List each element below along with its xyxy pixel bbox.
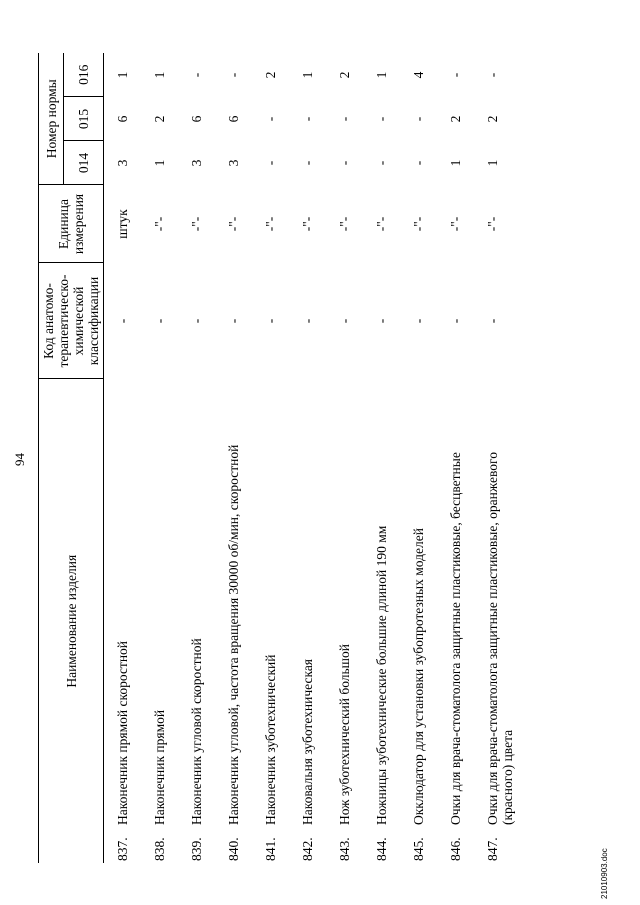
row-name-cell: 839.Наконечник угловой скоростной <box>189 638 204 861</box>
row-name-cell: 841.Наконечник зуботехнический <box>263 654 278 861</box>
row-code: - <box>448 318 463 324</box>
row-norm-014: 1 <box>152 159 167 167</box>
row-name-cell: 838.Наконечник прямой <box>152 709 167 861</box>
row-unit: -"- <box>152 216 167 232</box>
row-unit: -"- <box>263 216 278 232</box>
row-norm-015: 2 <box>448 115 463 123</box>
header-norm-number: Номер нормы <box>39 53 64 185</box>
row-code: - <box>152 318 167 324</box>
row-norm-015: - <box>374 116 389 122</box>
header-norm-014: 014 <box>64 141 104 185</box>
row-norm-016: 1 <box>300 71 315 79</box>
table-row <box>215 53 252 863</box>
row-unit: -"- <box>448 216 463 232</box>
row-norm-015: - <box>263 116 278 122</box>
row-unit: -"- <box>374 216 389 232</box>
row-name-cell: 843.Нож зуботехнический большой <box>337 643 352 861</box>
header-unit: Единица измерения <box>39 185 104 263</box>
row-norm-014: 1 <box>485 159 500 167</box>
row-name-cell: 840.Наконечник угловой, частота вращения 30000 об/мин, скоростной <box>226 444 241 861</box>
table-row <box>104 53 142 863</box>
header-norm-015: 015 <box>64 97 104 141</box>
row-code: - <box>485 318 500 324</box>
row-norm-016: 2 <box>337 71 352 79</box>
equipment-table <box>38 53 526 863</box>
row-code: - <box>189 318 204 324</box>
row-norm-015: - <box>337 116 352 122</box>
table-row <box>437 53 474 863</box>
header-item-name: Наименование изделия <box>39 379 104 863</box>
table-row <box>474 53 526 863</box>
header-norm-016: 016 <box>64 53 104 97</box>
row-norm-015: 6 <box>104 97 142 141</box>
row-norm-014: - <box>411 160 426 166</box>
row-norm-014: 3 <box>189 159 204 167</box>
table-row <box>326 53 363 863</box>
row-norm-014: - <box>300 160 315 166</box>
row-unit: -"- <box>337 216 352 232</box>
row-norm-015: - <box>300 116 315 122</box>
row-name-cell: 837.Наконечник прямой скоростной <box>104 379 142 863</box>
row-norm-015: 6 <box>226 115 241 123</box>
row-norm-014: 1 <box>448 159 463 167</box>
row-norm-016: - <box>448 72 463 78</box>
row-code: - <box>226 318 241 324</box>
row-code: - <box>411 318 426 324</box>
row-norm-016: 1 <box>152 71 167 79</box>
table-row <box>363 53 400 863</box>
row-norm-016: - <box>189 72 204 78</box>
row-name-cell: 847.Очки для врача-стоматолога защитные пластиковые, оранжевого (красного) цвета <box>485 452 515 861</box>
row-name-cell: 845.Окклюдатор для установки зубопротезных моделей <box>411 528 426 861</box>
row-unit: штук <box>104 185 142 263</box>
footer-filename: 21010903.doc <box>600 848 609 899</box>
row-norm-015: 2 <box>152 115 167 123</box>
row-unit: -"- <box>411 216 426 232</box>
row-name-cell: 846.Очки для врача-стоматолога защитные пластиковые, бесцветные <box>448 452 463 861</box>
table-row <box>289 53 326 863</box>
row-norm-016: 1 <box>104 53 142 97</box>
row-norm-015: 6 <box>189 115 204 123</box>
row-name-cell: 844.Ножницы зуботехнические большие длиной 190 мм <box>374 525 389 861</box>
row-norm-014: 3 <box>226 159 241 167</box>
table-row <box>252 53 289 863</box>
row-unit: -"- <box>300 216 315 232</box>
row-norm-015: 2 <box>485 115 500 123</box>
row-unit: -"- <box>226 216 241 232</box>
row-norm-016: 4 <box>411 71 426 79</box>
row-norm-016: - <box>226 72 241 78</box>
row-norm-014: - <box>263 160 278 166</box>
row-code: - <box>300 318 315 324</box>
row-code: - <box>104 263 142 379</box>
row-code: - <box>263 318 278 324</box>
table-row <box>141 53 178 863</box>
row-norm-016: - <box>485 72 500 78</box>
table-row <box>400 53 437 863</box>
row-norm-016: 2 <box>263 71 278 79</box>
table-row <box>178 53 215 863</box>
row-norm-015: - <box>411 116 426 122</box>
row-norm-016: 1 <box>374 71 389 79</box>
row-name-cell: 842.Наковальня зуботехническая <box>300 658 315 861</box>
row-norm-014: 3 <box>104 141 142 185</box>
row-unit: -"- <box>189 216 204 232</box>
row-code: - <box>374 318 389 324</box>
row-norm-014: - <box>337 160 352 166</box>
row-norm-014: - <box>374 160 389 166</box>
row-code: - <box>337 318 352 324</box>
row-unit: -"- <box>485 216 500 232</box>
page-number: 94 <box>12 453 27 466</box>
header-atc-code: Код анатомо- терапевтическо- химической классификации <box>39 263 104 379</box>
